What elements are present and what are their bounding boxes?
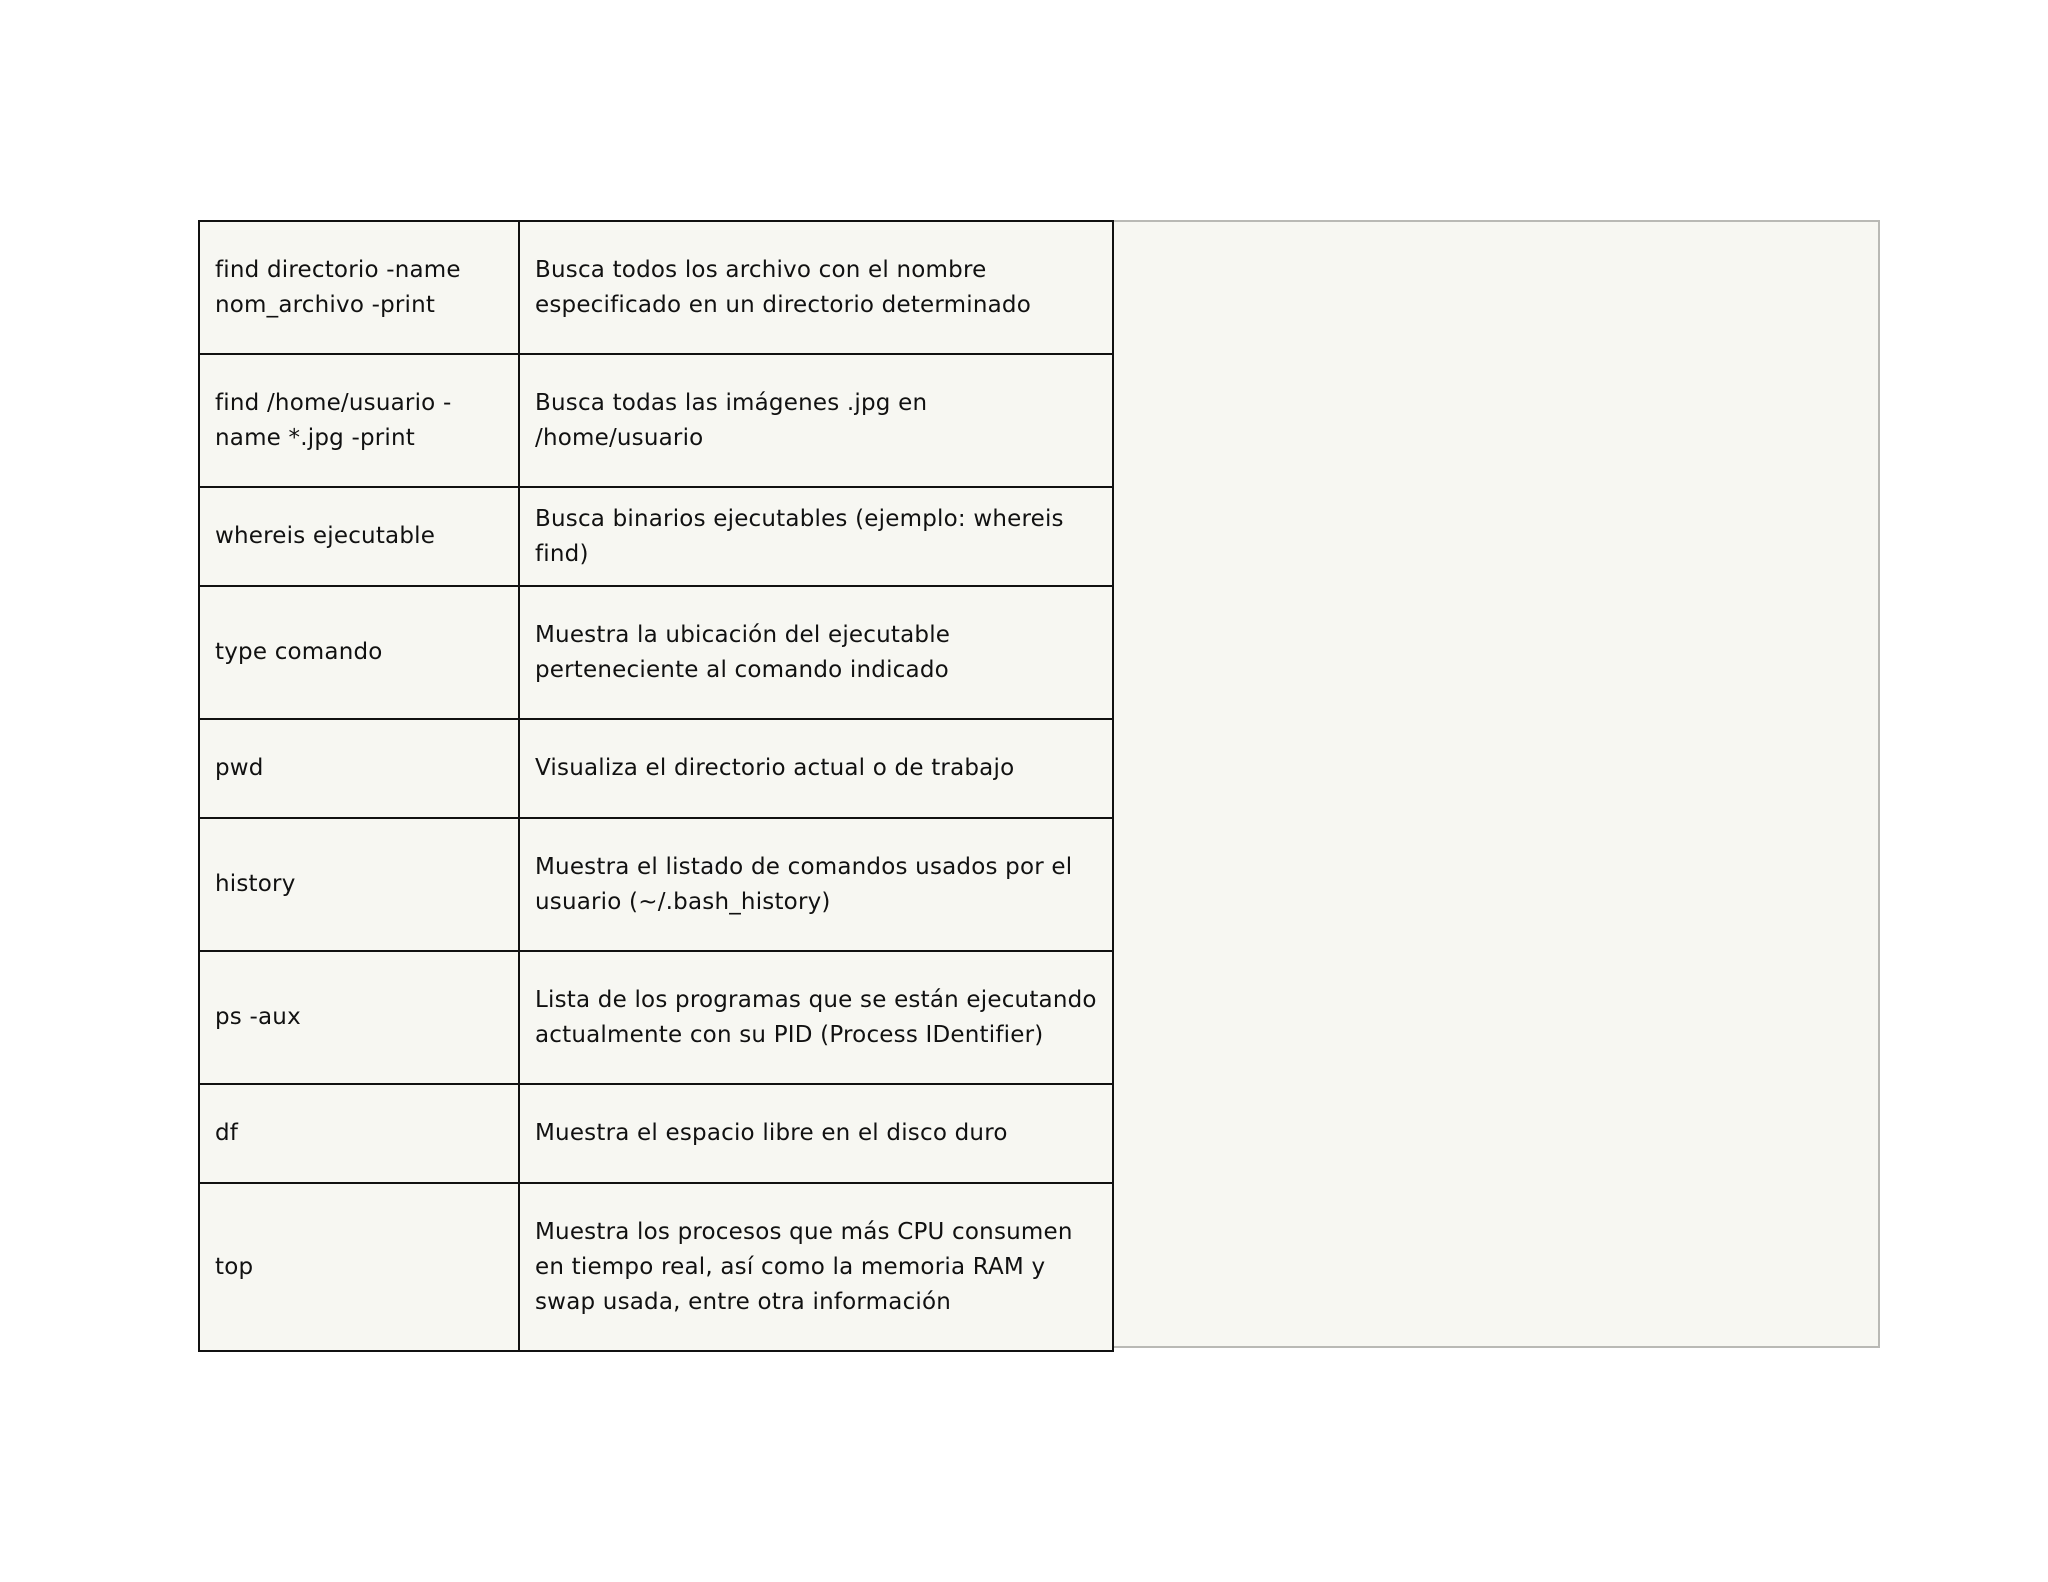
command-cell: find /home/usuario -name *.jpg -print [199,354,519,487]
description-cell: Busca binarios ejecutables (ejemplo: whereis find) [519,487,1113,586]
command-cell: top [199,1183,519,1351]
table-row [199,586,1113,719]
command-cell: type comando [199,586,519,719]
description-cell: Muestra la ubicación del ejecutable perteneciente al comando indicado [519,586,1113,719]
description-cell: Visualiza el directorio actual o de trabajo [519,719,1113,818]
description-cell: Busca todas las imágenes .jpg en /home/usuario [519,354,1113,487]
command-cell: df [199,1084,519,1183]
command-cell: ps -aux [199,951,519,1084]
table-row [199,487,1113,586]
table-row [199,1084,1113,1183]
command-cell: pwd [199,719,519,818]
description-cell: Muestra el espacio libre en el disco duro [519,1084,1113,1183]
table-row [199,1183,1113,1351]
description-cell: Busca todos los archivo con el nombre especificado en un directorio determinado [519,221,1113,354]
command-cell: find directorio -name nom_archivo -print [199,221,519,354]
table-row [199,951,1113,1084]
table-row [199,818,1113,951]
table-row [199,354,1113,487]
command-cell: whereis ejecutable [199,487,519,586]
command-cell: history [199,818,519,951]
table-row [199,221,1113,354]
table-row [199,719,1113,818]
description-cell: Muestra los procesos que más CPU consumen en tiempo real, así como la memoria RAM y swap usada, entre otra información [519,1183,1113,1351]
description-cell: Muestra el listado de comandos usados por el usuario (~/.bash_history) [519,818,1113,951]
description-cell: Lista de los programas que se están ejecutando actualmente con su PID (Process IDentifier) [519,951,1113,1084]
command-table [198,220,1114,1352]
